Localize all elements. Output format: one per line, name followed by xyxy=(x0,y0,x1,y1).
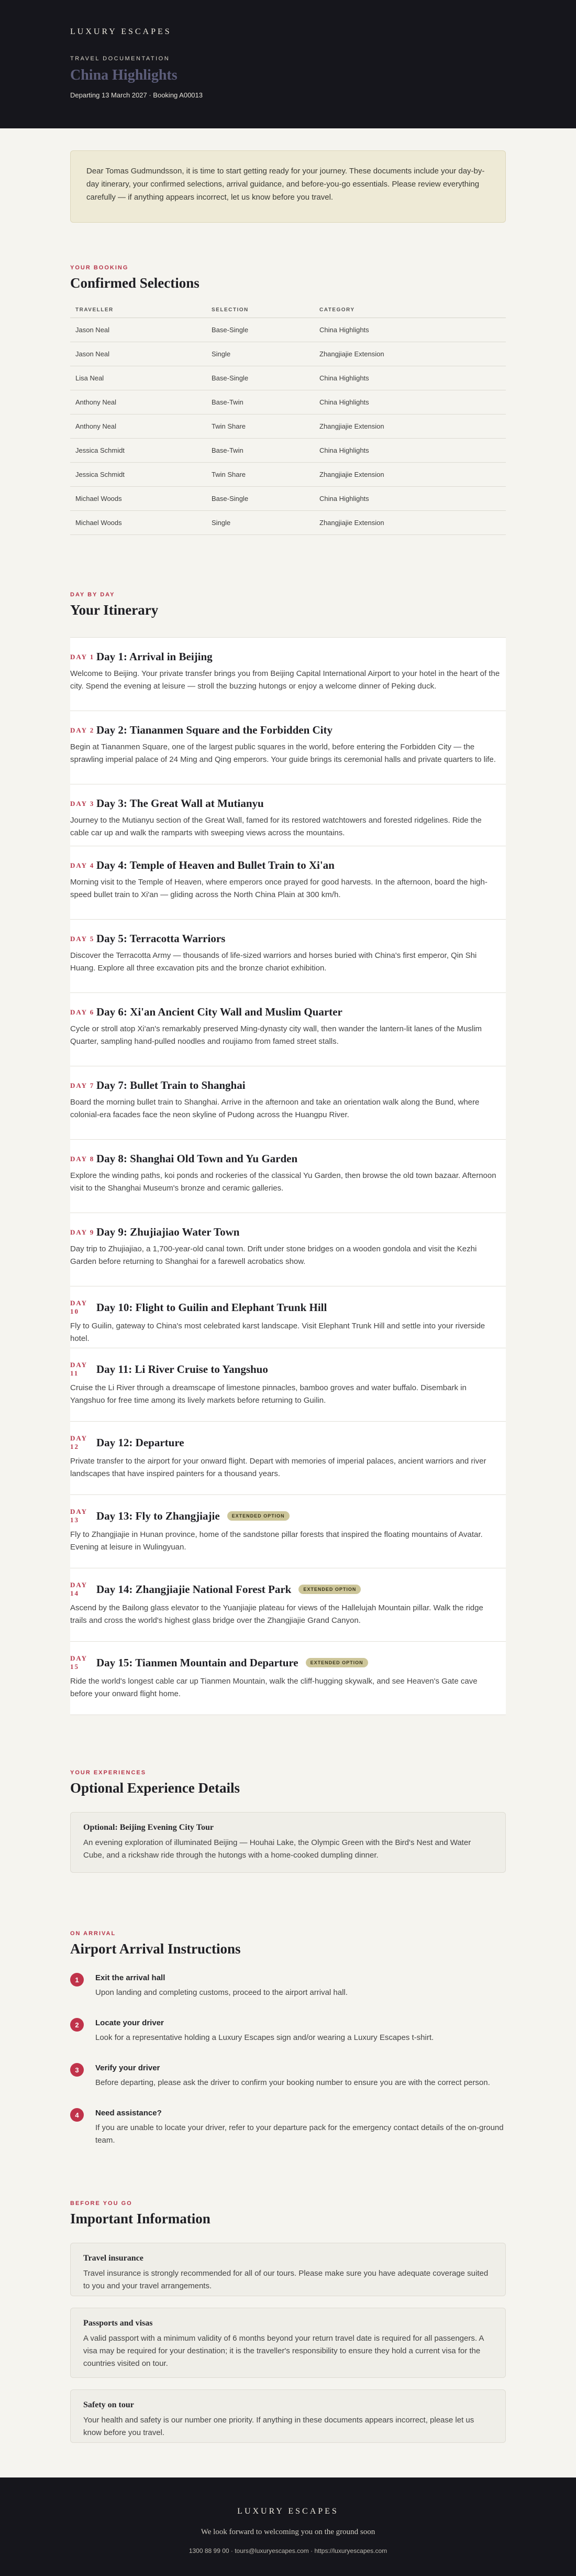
section-title: Your Itinerary xyxy=(70,602,159,618)
day-description: Cruise the Li River through a dreamscape of limestone pinnacles, bamboo groves and water buffalo. Disembark in Yangshuo for free time among its lively markets before returning to Guilin. xyxy=(70,1383,467,1405)
card-text: An evening exploration of illuminated Beijing — Houhai Lake, the Olympic Green with the Bird's Nest and Water Cube, and a rickshaw ride through the hutongs with a home-cooked dumpling dinner. xyxy=(83,1838,471,1860)
day-title: Day 4: Temple of Heaven and Bullet Train to Xi'an xyxy=(96,859,335,871)
table-row xyxy=(70,439,506,463)
table-row xyxy=(70,487,506,511)
day-heading xyxy=(70,1152,506,1165)
table-cell: Jason Neal xyxy=(70,342,206,366)
step-number-badge: 2 xyxy=(70,2018,84,2032)
confirmed-selections-section xyxy=(70,265,506,535)
day-number: DAY 8 xyxy=(70,1154,95,1163)
table-cell: China Highlights xyxy=(314,439,506,463)
day-description: Private transfer to the airport for your onward flight. Depart with memories of imperial palaces, ancient warriors and river landscapes that have inspired painters for a thousand years. xyxy=(70,1457,486,1478)
table-cell: Anthony Neal xyxy=(70,414,206,439)
day-description: Fly to Zhangjiajie in Hunan province, home of the sandstone pillar forests that inspired the floating mountains of Avatar. Evening at leisure in Wulingyuan. xyxy=(70,1530,483,1552)
table-header-row xyxy=(70,307,506,318)
extended-option-badge: EXTENDED OPTION xyxy=(306,1658,368,1667)
section-label: DAY BY DAY xyxy=(70,592,115,598)
step-body xyxy=(95,2063,490,2089)
day-heading xyxy=(70,1226,506,1239)
day-description: Board the morning bullet train to Shanghai. Arrive in the afternoon and take an orientation walk along the Bund, where colonial-era facades face the neon skyline of Pudong across the Huangpu River. xyxy=(70,1098,480,1119)
table-cell: Base-Single xyxy=(206,487,314,511)
day-description: Discover the Terracotta Army — thousands of life-sized warriors and horses buried with China's first emperor, Qin Shi Huang. Explore all three excavation pits and the bronze chariot exhibition. xyxy=(70,951,477,973)
day-number: DAY 9 xyxy=(70,1228,95,1236)
trip-title: China Highlights xyxy=(70,67,178,83)
day-title: Day 11: Li River Cruise to Yangshuo xyxy=(96,1362,268,1376)
card-title: Safety on tour xyxy=(83,2400,134,2409)
table-cell: Single xyxy=(206,511,314,535)
day-title: Day 2: Tiananmen Square and the Forbidden City xyxy=(96,724,333,736)
day-number: DAY 1 xyxy=(70,652,95,661)
itinerary-day xyxy=(70,1066,506,1140)
step-number-badge: 3 xyxy=(70,2063,84,2077)
day-number: DAY 2 xyxy=(70,726,95,734)
day-number: DAY 6 xyxy=(70,1008,95,1016)
day-description: Day trip to Zhujiajiao, a 1,700-year-old canal town. Drift under stone bridges on a wooden gondola and visit the Kezhi Garden before returning to Shanghai for a farewell acrobatics show. xyxy=(70,1245,477,1266)
section-title: Important Information xyxy=(70,2211,211,2226)
itinerary-section xyxy=(70,592,506,1715)
table-cell: Jason Neal xyxy=(70,318,206,342)
day-number: DAY 12 xyxy=(70,1434,87,1450)
day-title: Day 7: Bullet Train to Shanghai xyxy=(96,1079,246,1091)
step-body xyxy=(95,2018,434,2044)
table-cell: China Highlights xyxy=(314,487,506,511)
step-text: If you are unable to locate your driver, refer to your departure pack for the emergency contact details of the on-ground team. xyxy=(95,2123,504,2145)
day-number: DAY 14 xyxy=(70,1581,87,1597)
day-heading xyxy=(70,1006,506,1019)
itinerary-day xyxy=(70,1213,506,1286)
column-header: TRAVELLER xyxy=(70,307,206,318)
day-description: Cycle or stroll atop Xi'an's remarkably preserved Ming-dynasty city wall, then wander the lantern-lit lanes of the Muslim Quarter, sampling hand-pulled noodles and roujiamo from famed street stalls. xyxy=(70,1024,482,1046)
itinerary-day xyxy=(70,1568,506,1642)
day-title: Day 13: Fly to Zhangjiajie xyxy=(96,1509,220,1522)
day-description: Fly to Guilin, gateway to China's most celebrated karst landscape. Visit Elephant Trunk Hill and settle into your riverside hotel. xyxy=(70,1322,485,1343)
day-description: Explore the winding paths, koi ponds and rockeries of the classical Yu Garden, then browse the old town bazaar. Afternoon visit to the Shanghai Museum's bronze and ceramic galleries. xyxy=(70,1171,496,1193)
info-card xyxy=(70,2389,506,2443)
table-cell: Twin Share xyxy=(206,414,314,439)
arrival-instructions-section xyxy=(70,1930,506,2153)
column-header: SELECTION xyxy=(206,307,314,318)
table-cell: China Highlights xyxy=(314,390,506,414)
itinerary-day xyxy=(70,993,506,1066)
table-cell: Base-Single xyxy=(206,318,314,342)
day-description: Begin at Tiananmen Square, one of the largest public squares in the world, before entering the Forbidden City — the sprawling imperial palace of 24 Ming and Qing emperors. Your guide brings its ceremonial halls and private quarters to life. xyxy=(70,743,496,764)
table-cell: China Highlights xyxy=(314,366,506,390)
selections-table xyxy=(70,307,506,535)
day-number: DAY 5 xyxy=(70,934,95,943)
step-title: Locate your driver xyxy=(95,2018,164,2027)
table-row xyxy=(70,414,506,439)
table-cell: China Highlights xyxy=(314,318,506,342)
footer-tagline: We look forward to welcoming you on the ground soon xyxy=(201,2528,375,2536)
arrival-step xyxy=(70,2018,506,2063)
day-title: Day 14: Zhangjiajie National Forest Park xyxy=(96,1582,292,1596)
step-number-badge: 1 xyxy=(70,1973,84,1986)
page-header xyxy=(0,0,576,128)
card-text: Your health and safety is our number one priority. If anything in these documents appears incorrect, please let us know before you travel. xyxy=(83,2416,474,2437)
card-text: A valid passport with a minimum validity of 6 months beyond your return travel date is required for all passengers. A visa may be required for your destination; it is the traveller's responsibility to ensure they hold a current visa for the countries visited on tour. xyxy=(83,2334,484,2368)
step-body xyxy=(95,1973,348,1999)
card-title: Passports and visas xyxy=(83,2319,153,2328)
arrival-step xyxy=(70,1973,506,2018)
day-heading xyxy=(70,932,506,945)
section-label: BEFORE YOU GO xyxy=(70,2200,132,2207)
card-title: Travel insurance xyxy=(83,2254,143,2263)
day-heading xyxy=(70,859,506,872)
table-cell: Anthony Neal xyxy=(70,390,206,414)
itinerary-day xyxy=(70,711,506,784)
day-number: DAY 10 xyxy=(70,1299,87,1315)
arrival-step xyxy=(70,2063,506,2108)
card-title: Optional: Beijing Evening City Tour xyxy=(83,1823,214,1832)
itinerary-day xyxy=(70,784,506,846)
day-title: Day 5: Terracotta Warriors xyxy=(96,932,226,945)
day-description: Welcome to Beijing. Your private transfer brings you from Beijing Capital International Airport to your hotel in the heart of the city. Spend the evening at leisure — stroll the buzzing hutongs or enjoy a welcome dinner of Peking duck. xyxy=(70,669,500,691)
day-title: Day 15: Tianmen Mountain and Departure xyxy=(96,1656,298,1669)
day-title: Day 3: The Great Wall at Mutianyu xyxy=(96,797,264,810)
departure-date: Departing 13 March 2027 xyxy=(70,91,147,99)
table-cell: Zhangjiajie Extension xyxy=(314,342,506,366)
table-row xyxy=(70,366,506,390)
step-text: Upon landing and completing customs, proceed to the airport arrival hall. xyxy=(95,1988,348,1997)
itinerary-day xyxy=(70,1642,506,1715)
info-card-list xyxy=(70,2243,506,2443)
step-title: Verify your driver xyxy=(95,2064,160,2072)
day-title: Day 9: Zhujiajiao Water Town xyxy=(96,1226,240,1238)
day-heading xyxy=(70,650,506,663)
footer-brand: LUXURY ESCAPES xyxy=(237,2507,339,2516)
day-number: DAY 4 xyxy=(70,861,95,869)
day-description: Ascend by the Bailong glass elevator to the Yuanjiajie plateau for views of the Hallelujah Mountain pillar. Walk the ridge trails and cross the world's highest glass bridge over the Zhangjiajie Grand Canyon. xyxy=(70,1603,483,1625)
meta-separator: · xyxy=(149,91,151,99)
selections-table-body xyxy=(70,318,506,535)
section-title: Airport Arrival Instructions xyxy=(70,1941,241,1957)
itinerary-day xyxy=(70,1495,506,1568)
day-heading xyxy=(70,1654,506,1671)
arrival-step xyxy=(70,2108,506,2153)
column-header: CATEGORY xyxy=(314,307,506,318)
day-number: DAY 13 xyxy=(70,1508,87,1524)
footer-contact: 1300 88 99 00 · tours@luxuryescapes.com · https://luxuryescapes.com xyxy=(189,2547,387,2555)
step-text: Look for a representative holding a Luxury Escapes sign and/or wearing a Luxury Escapes t-shirt. xyxy=(95,2033,434,2042)
info-card xyxy=(70,2308,506,2378)
day-heading xyxy=(70,1079,506,1092)
table-cell: Twin Share xyxy=(206,463,314,487)
optional-experience-section xyxy=(70,1770,506,1873)
table-cell: Base-Twin xyxy=(206,439,314,463)
intro-note: Dear Tomas Gudmundsson, it is time to start getting ready for your journey. These documents include your day-by-day itinerary, your confirmed selections, arrival guidance, and before-you-go essentials. Please review everything carefully — if anything appears incorrect, let us know before you travel. xyxy=(70,150,506,223)
itinerary-day xyxy=(70,920,506,993)
card-text: Travel insurance is strongly recommended for all of our tours. Please make sure you have adequate coverage suited to you and your travel arrangements. xyxy=(83,2269,489,2290)
info-card xyxy=(70,2243,506,2296)
table-cell: Jessica Schmidt xyxy=(70,439,206,463)
table-cell: Base-Single xyxy=(206,366,314,390)
trip-meta xyxy=(70,91,506,99)
itinerary-day xyxy=(70,1140,506,1213)
table-cell: Lisa Neal xyxy=(70,366,206,390)
important-information-section xyxy=(70,2200,506,2443)
table-row xyxy=(70,511,506,535)
day-description: Journey to the Mutianyu section of the Great Wall, famed for its restored watchtowers and forested ridgelines. Ride the cable car up and walk the ramparts with sweeping views across the mountains. xyxy=(70,816,482,837)
booking-number: Booking A00013 xyxy=(153,91,203,99)
page-footer xyxy=(0,2477,576,2576)
table-row xyxy=(70,342,506,366)
itinerary-day xyxy=(70,1422,506,1495)
table-cell: Base-Twin xyxy=(206,390,314,414)
extended-option-badge: EXTENDED OPTION xyxy=(298,1585,361,1594)
day-number: DAY 11 xyxy=(70,1361,87,1377)
arrival-step-list xyxy=(70,1973,506,2153)
day-number: DAY 7 xyxy=(70,1081,95,1089)
step-text: Before departing, please ask the driver to confirm your booking number to ensure you are with the correct person. xyxy=(95,2078,490,2087)
step-title: Exit the arrival hall xyxy=(95,1973,165,1982)
day-title: Day 8: Shanghai Old Town and Yu Garden xyxy=(96,1152,298,1165)
table-cell: Single xyxy=(206,342,314,366)
table-cell: Zhangjiajie Extension xyxy=(314,511,506,535)
extended-option-badge: EXTENDED OPTION xyxy=(227,1511,290,1521)
day-description: Ride the world's longest cable car up Tianmen Mountain, walk the cliff-hugging skywalk, and see Heaven's Gate cave before your onward flight home. xyxy=(70,1677,478,1698)
table-cell: Zhangjiajie Extension xyxy=(314,414,506,439)
section-label: YOUR EXPERIENCES xyxy=(70,1770,147,1776)
step-body xyxy=(95,2108,506,2147)
day-title: Day 6: Xi'an Ancient City Wall and Muslim Quarter xyxy=(96,1006,342,1018)
itinerary-day xyxy=(70,1286,506,1348)
section-label: YOUR BOOKING xyxy=(70,265,129,271)
table-cell: Michael Woods xyxy=(70,511,206,535)
day-number: DAY 3 xyxy=(70,799,95,807)
section-title: Confirmed Selections xyxy=(70,275,200,291)
table-row xyxy=(70,390,506,414)
itinerary-day xyxy=(70,638,506,711)
day-heading xyxy=(70,1434,506,1451)
itinerary-day xyxy=(70,846,506,920)
itinerary-day-list xyxy=(70,637,506,1715)
day-heading xyxy=(70,1508,506,1524)
step-number-badge: 4 xyxy=(70,2108,84,2122)
day-title: Day 12: Departure xyxy=(96,1436,184,1449)
table-row xyxy=(70,463,506,487)
table-cell: Zhangjiajie Extension xyxy=(314,463,506,487)
table-cell: Jessica Schmidt xyxy=(70,463,206,487)
day-heading xyxy=(70,724,506,737)
optional-experience-card xyxy=(70,1812,506,1873)
day-heading xyxy=(70,1581,506,1598)
day-number: DAY 15 xyxy=(70,1654,87,1671)
section-label: ON ARRIVAL xyxy=(70,1930,116,1937)
section-title: Optional Experience Details xyxy=(70,1780,240,1796)
step-title: Need assistance? xyxy=(95,2109,162,2117)
table-cell: Michael Woods xyxy=(70,487,206,511)
itinerary-day xyxy=(70,1348,506,1422)
table-row xyxy=(70,318,506,342)
day-title: Day 1: Arrival in Beijing xyxy=(96,650,213,663)
day-heading xyxy=(70,1299,506,1316)
day-heading xyxy=(70,797,506,810)
day-title: Day 10: Flight to Guilin and Elephant Trunk Hill xyxy=(96,1301,327,1314)
brand-logo: LUXURY ESCAPES xyxy=(70,27,172,36)
day-description: Morning visit to the Temple of Heaven, where emperors once prayed for good harvests. In the afternoon, board the high-speed bullet train to Xi'an — gliding across the North China Plain at 300 km/h. xyxy=(70,878,488,899)
document-label: TRAVEL DOCUMENTATION xyxy=(70,56,170,62)
day-heading xyxy=(70,1361,506,1378)
